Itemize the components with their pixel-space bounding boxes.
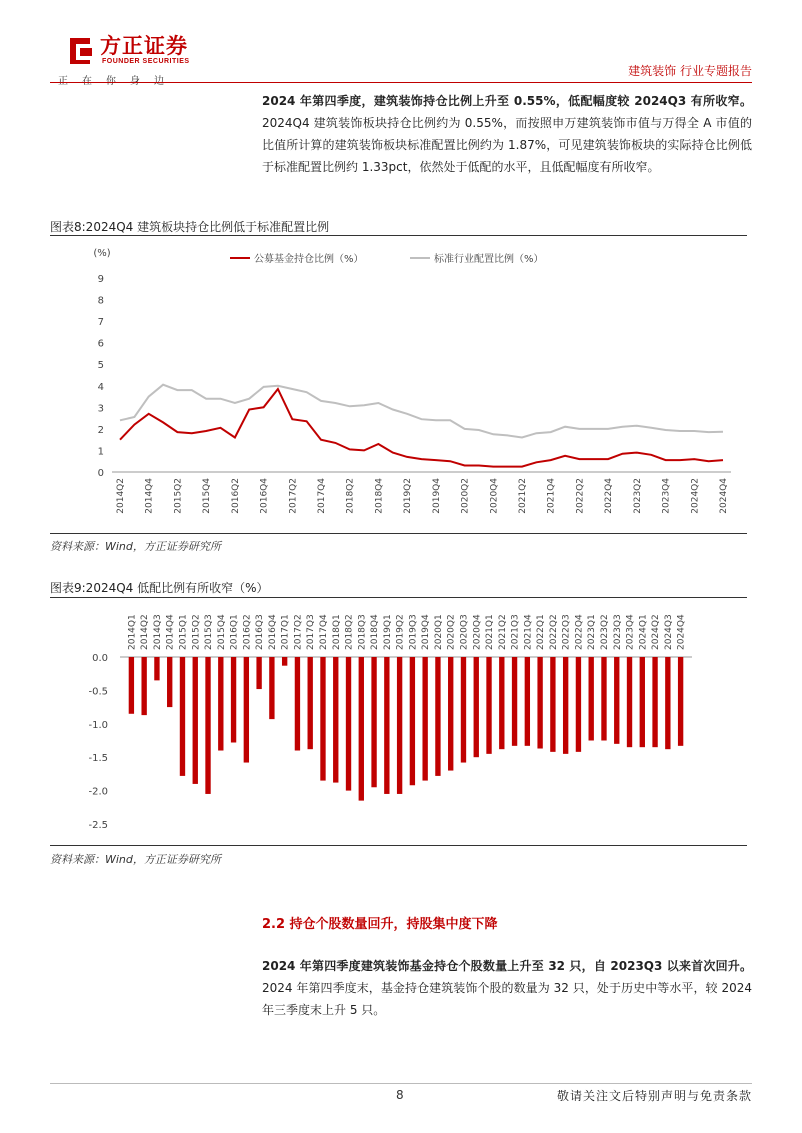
- figure9-source: 资料来源：Wind，方正证券研究所: [50, 853, 221, 866]
- x-tick-label: 2024Q3: [663, 614, 674, 650]
- y-tick-label: 9: [97, 274, 104, 285]
- x-tick-label: 2020Q2: [460, 478, 471, 514]
- x-tick-label: 2018Q4: [374, 478, 385, 514]
- company-logo: [58, 26, 208, 88]
- report-tag: 建筑装饰 行业专题报告: [628, 64, 752, 78]
- y-tick-label: -0.5: [88, 686, 108, 698]
- bar: [308, 657, 313, 749]
- legend-label-0: 公募基金持仓比例（%）: [254, 254, 364, 265]
- y-tick-label: 5: [97, 360, 104, 372]
- x-tick-label: 2014Q3: [152, 614, 163, 650]
- bar: [282, 657, 287, 666]
- x-tick-label: 2014Q4: [144, 478, 155, 514]
- x-tick-label: 2022Q2: [575, 478, 586, 514]
- x-tick-label: 2020Q4: [489, 478, 500, 514]
- x-tick-label: 2014Q2: [116, 478, 126, 514]
- x-tick-label: 2016Q4: [259, 478, 270, 514]
- page-number: 8: [396, 1088, 404, 1102]
- figure8-line-chart: [50, 236, 747, 532]
- x-tick-label: 2016Q4: [267, 614, 278, 650]
- paragraph-stock-count: [262, 955, 752, 1021]
- x-tick-label: 2022Q4: [604, 478, 615, 514]
- x-tick-label: 2018Q1: [331, 614, 342, 650]
- y-tick-label: 1: [97, 446, 104, 458]
- bar: [244, 657, 249, 763]
- series-line-0: [120, 389, 723, 467]
- x-tick-label: 2024Q4: [676, 614, 687, 650]
- bar: [474, 657, 479, 757]
- x-tick-label: 2017Q4: [317, 478, 327, 514]
- x-tick-label: 2021Q1: [485, 614, 496, 650]
- x-tick-label: 2016Q1: [229, 614, 240, 650]
- y-tick-label: 2: [97, 424, 104, 436]
- x-tick-label: 2019Q2: [403, 478, 414, 514]
- x-tick-label: 2015Q4: [202, 478, 213, 514]
- bar: [218, 657, 223, 751]
- bar: [499, 657, 504, 749]
- y-tick-label: 0: [97, 468, 104, 479]
- y-tick-label: -2.0: [88, 786, 108, 798]
- x-tick-label: 2024Q4: [719, 478, 729, 514]
- x-tick-label: 2023Q4: [625, 614, 636, 650]
- bar: [422, 657, 427, 781]
- x-tick-label: 2017Q3: [306, 614, 317, 650]
- bar: [193, 657, 198, 784]
- bar: [614, 657, 619, 744]
- x-tick-label: 2014Q2: [140, 614, 151, 650]
- bar: [461, 657, 466, 763]
- bar: [129, 657, 134, 714]
- x-tick-label: 2017Q2: [293, 614, 304, 650]
- x-tick-label: 2021Q4: [546, 478, 557, 514]
- y-tick-label: 8: [97, 295, 104, 307]
- figure8-source: 资料来源：Wind，方正证券研究所: [50, 540, 221, 553]
- legend-label-1: 标准行业配置比例（%）: [434, 254, 544, 265]
- bar: [295, 657, 300, 751]
- x-tick-label: 2023Q4: [661, 478, 672, 514]
- bar: [180, 657, 185, 776]
- x-tick-label: 2020Q4: [472, 614, 483, 650]
- bar: [550, 657, 555, 752]
- bar: [154, 657, 159, 680]
- x-tick-label: 2020Q2: [446, 614, 457, 650]
- x-tick-label: 2014Q4: [165, 614, 176, 650]
- disclaimer-link[interactable]: 敬请关注文后特别声明与免责条款: [556, 1089, 752, 1103]
- bar: [627, 657, 632, 747]
- bar: [231, 657, 236, 743]
- bar: [333, 657, 338, 783]
- y-tick-label: 7: [97, 317, 104, 329]
- bar: [256, 657, 261, 689]
- paragraph-holding-ratio: [262, 90, 752, 178]
- x-tick-label: 2018Q2: [344, 614, 355, 650]
- figure8-title: 图表8:2024Q4 建筑板块持仓比例低于标准配置比例: [50, 220, 330, 234]
- y-tick-label: -1.0: [88, 719, 108, 731]
- bar: [435, 657, 440, 776]
- bar: [486, 657, 491, 754]
- x-tick-label: 2017Q2: [288, 478, 299, 514]
- bar: [141, 657, 146, 715]
- footer-divider: [50, 1083, 752, 1084]
- x-tick-label: 2024Q2: [690, 478, 701, 514]
- x-tick-label: 2019Q3: [408, 614, 419, 650]
- bar: [589, 657, 594, 741]
- x-tick-label: 2022Q2: [548, 614, 559, 650]
- figure9-bottom-rule: [50, 845, 747, 846]
- y-tick-label: -2.5: [88, 820, 108, 831]
- bar: [640, 657, 645, 747]
- logo-text-cn: 方正证券: [100, 34, 188, 58]
- x-tick-label: 2015Q4: [216, 614, 227, 650]
- x-tick-label: 2018Q2: [345, 478, 356, 514]
- bar: [576, 657, 581, 752]
- x-tick-label: 2019Q4: [421, 614, 432, 650]
- x-tick-label: 2017Q4: [318, 614, 329, 650]
- x-tick-label: 2019Q4: [431, 478, 442, 514]
- x-tick-label: 2020Q3: [459, 614, 470, 650]
- figure8-bottom-rule: [50, 533, 747, 534]
- logo-text-en: FOUNDER SECURITIES: [102, 58, 190, 65]
- bar: [346, 657, 351, 791]
- x-tick-label: 2015Q1: [178, 614, 189, 650]
- bar: [269, 657, 274, 719]
- x-tick-label: 2016Q3: [255, 614, 266, 650]
- x-tick-label: 2019Q2: [395, 614, 406, 650]
- x-tick-label: 2019Q1: [382, 614, 393, 650]
- x-tick-label: 2023Q2: [599, 614, 610, 650]
- bar: [320, 657, 325, 781]
- x-tick-label: 2023Q3: [612, 614, 623, 650]
- x-tick-label: 2017Q1: [280, 614, 291, 650]
- x-tick-label: 2018Q3: [357, 614, 368, 650]
- x-tick-label: 2015Q2: [191, 614, 202, 650]
- paragraph-lead-bold-2: 2024 年第四季度建筑装饰基金持仓个股数量上升至 32 只，自 2023Q3 以来首次回升。: [262, 959, 752, 973]
- x-tick-label: 2024Q2: [651, 614, 662, 650]
- bar: [601, 657, 606, 741]
- bar: [384, 657, 389, 794]
- x-tick-label: 2021Q3: [510, 614, 521, 650]
- x-tick-label: 2021Q2: [518, 478, 528, 514]
- bar: [678, 657, 683, 746]
- x-tick-label: 2020Q1: [433, 614, 444, 650]
- x-tick-label: 2014Q1: [127, 614, 138, 650]
- paragraph-body: 2024Q4 建筑装饰板块持仓比例约为 0.55%，而按照申万建筑装饰市值与万得全 A 市值的比值所计算的建筑装饰板块标准配置比例约为 1.87%，可见建筑装饰板块的实际持仓比例低于标准配置比例约 1.33pct，依然处于低配的水平，且低配幅度有所收窄。: [262, 116, 752, 174]
- bar: [665, 657, 670, 749]
- x-tick-label: 2022Q3: [561, 614, 572, 650]
- x-tick-label: 2023Q2: [632, 478, 643, 514]
- x-tick-label: 2022Q1: [536, 614, 547, 650]
- bar: [563, 657, 568, 754]
- x-tick-label: 2024Q1: [638, 614, 649, 650]
- bar: [167, 657, 172, 707]
- bar: [652, 657, 657, 747]
- x-tick-label: 2021Q2: [497, 614, 508, 650]
- y-tick-label: 6: [97, 338, 104, 350]
- y-tick-label: 3: [97, 403, 104, 415]
- y-axis-unit: (%): [93, 248, 111, 259]
- x-tick-label: 2018Q4: [370, 614, 381, 650]
- figure9-bar-chart: [50, 598, 747, 844]
- x-tick-label: 2015Q3: [204, 614, 215, 650]
- x-tick-label: 2023Q1: [587, 614, 598, 650]
- y-tick-label: -1.5: [88, 753, 108, 765]
- bar: [525, 657, 530, 746]
- bar: [205, 657, 210, 794]
- x-tick-label: 2022Q4: [574, 614, 585, 650]
- x-tick-label: 2015Q2: [173, 478, 184, 514]
- bar: [397, 657, 402, 794]
- x-tick-label: 2016Q2: [242, 614, 253, 650]
- x-tick-label: 2016Q2: [230, 478, 241, 514]
- x-tick-label: 2021Q4: [523, 614, 534, 650]
- figure9-title: 图表9:2024Q4 低配比例有所收窄（%）: [50, 581, 269, 595]
- y-tick-label: 0.0: [92, 653, 108, 664]
- header-divider: [50, 82, 752, 83]
- bar: [410, 657, 415, 785]
- paragraph-lead-bold: 2024 年第四季度，建筑装饰持仓比例上升至 0.55%，低配幅度较 2024Q3 有所收窄。: [262, 94, 752, 108]
- bar: [371, 657, 376, 787]
- section-title: 2.2 持仓个股数量回升，持股集中度下降: [262, 917, 498, 932]
- bar: [448, 657, 453, 771]
- y-tick-label: 4: [97, 381, 104, 393]
- logo-mark-icon: [66, 34, 96, 68]
- bar: [359, 657, 364, 801]
- paragraph-body-2: 2024 年第四季度末，基金持仓建筑装饰个股的数量为 32 只，处于历史中等水平，较 2024 年三季度末上升 5 只。: [262, 981, 752, 1017]
- bar: [512, 657, 517, 746]
- bar: [537, 657, 542, 749]
- logo-slogan: [58, 72, 178, 87]
